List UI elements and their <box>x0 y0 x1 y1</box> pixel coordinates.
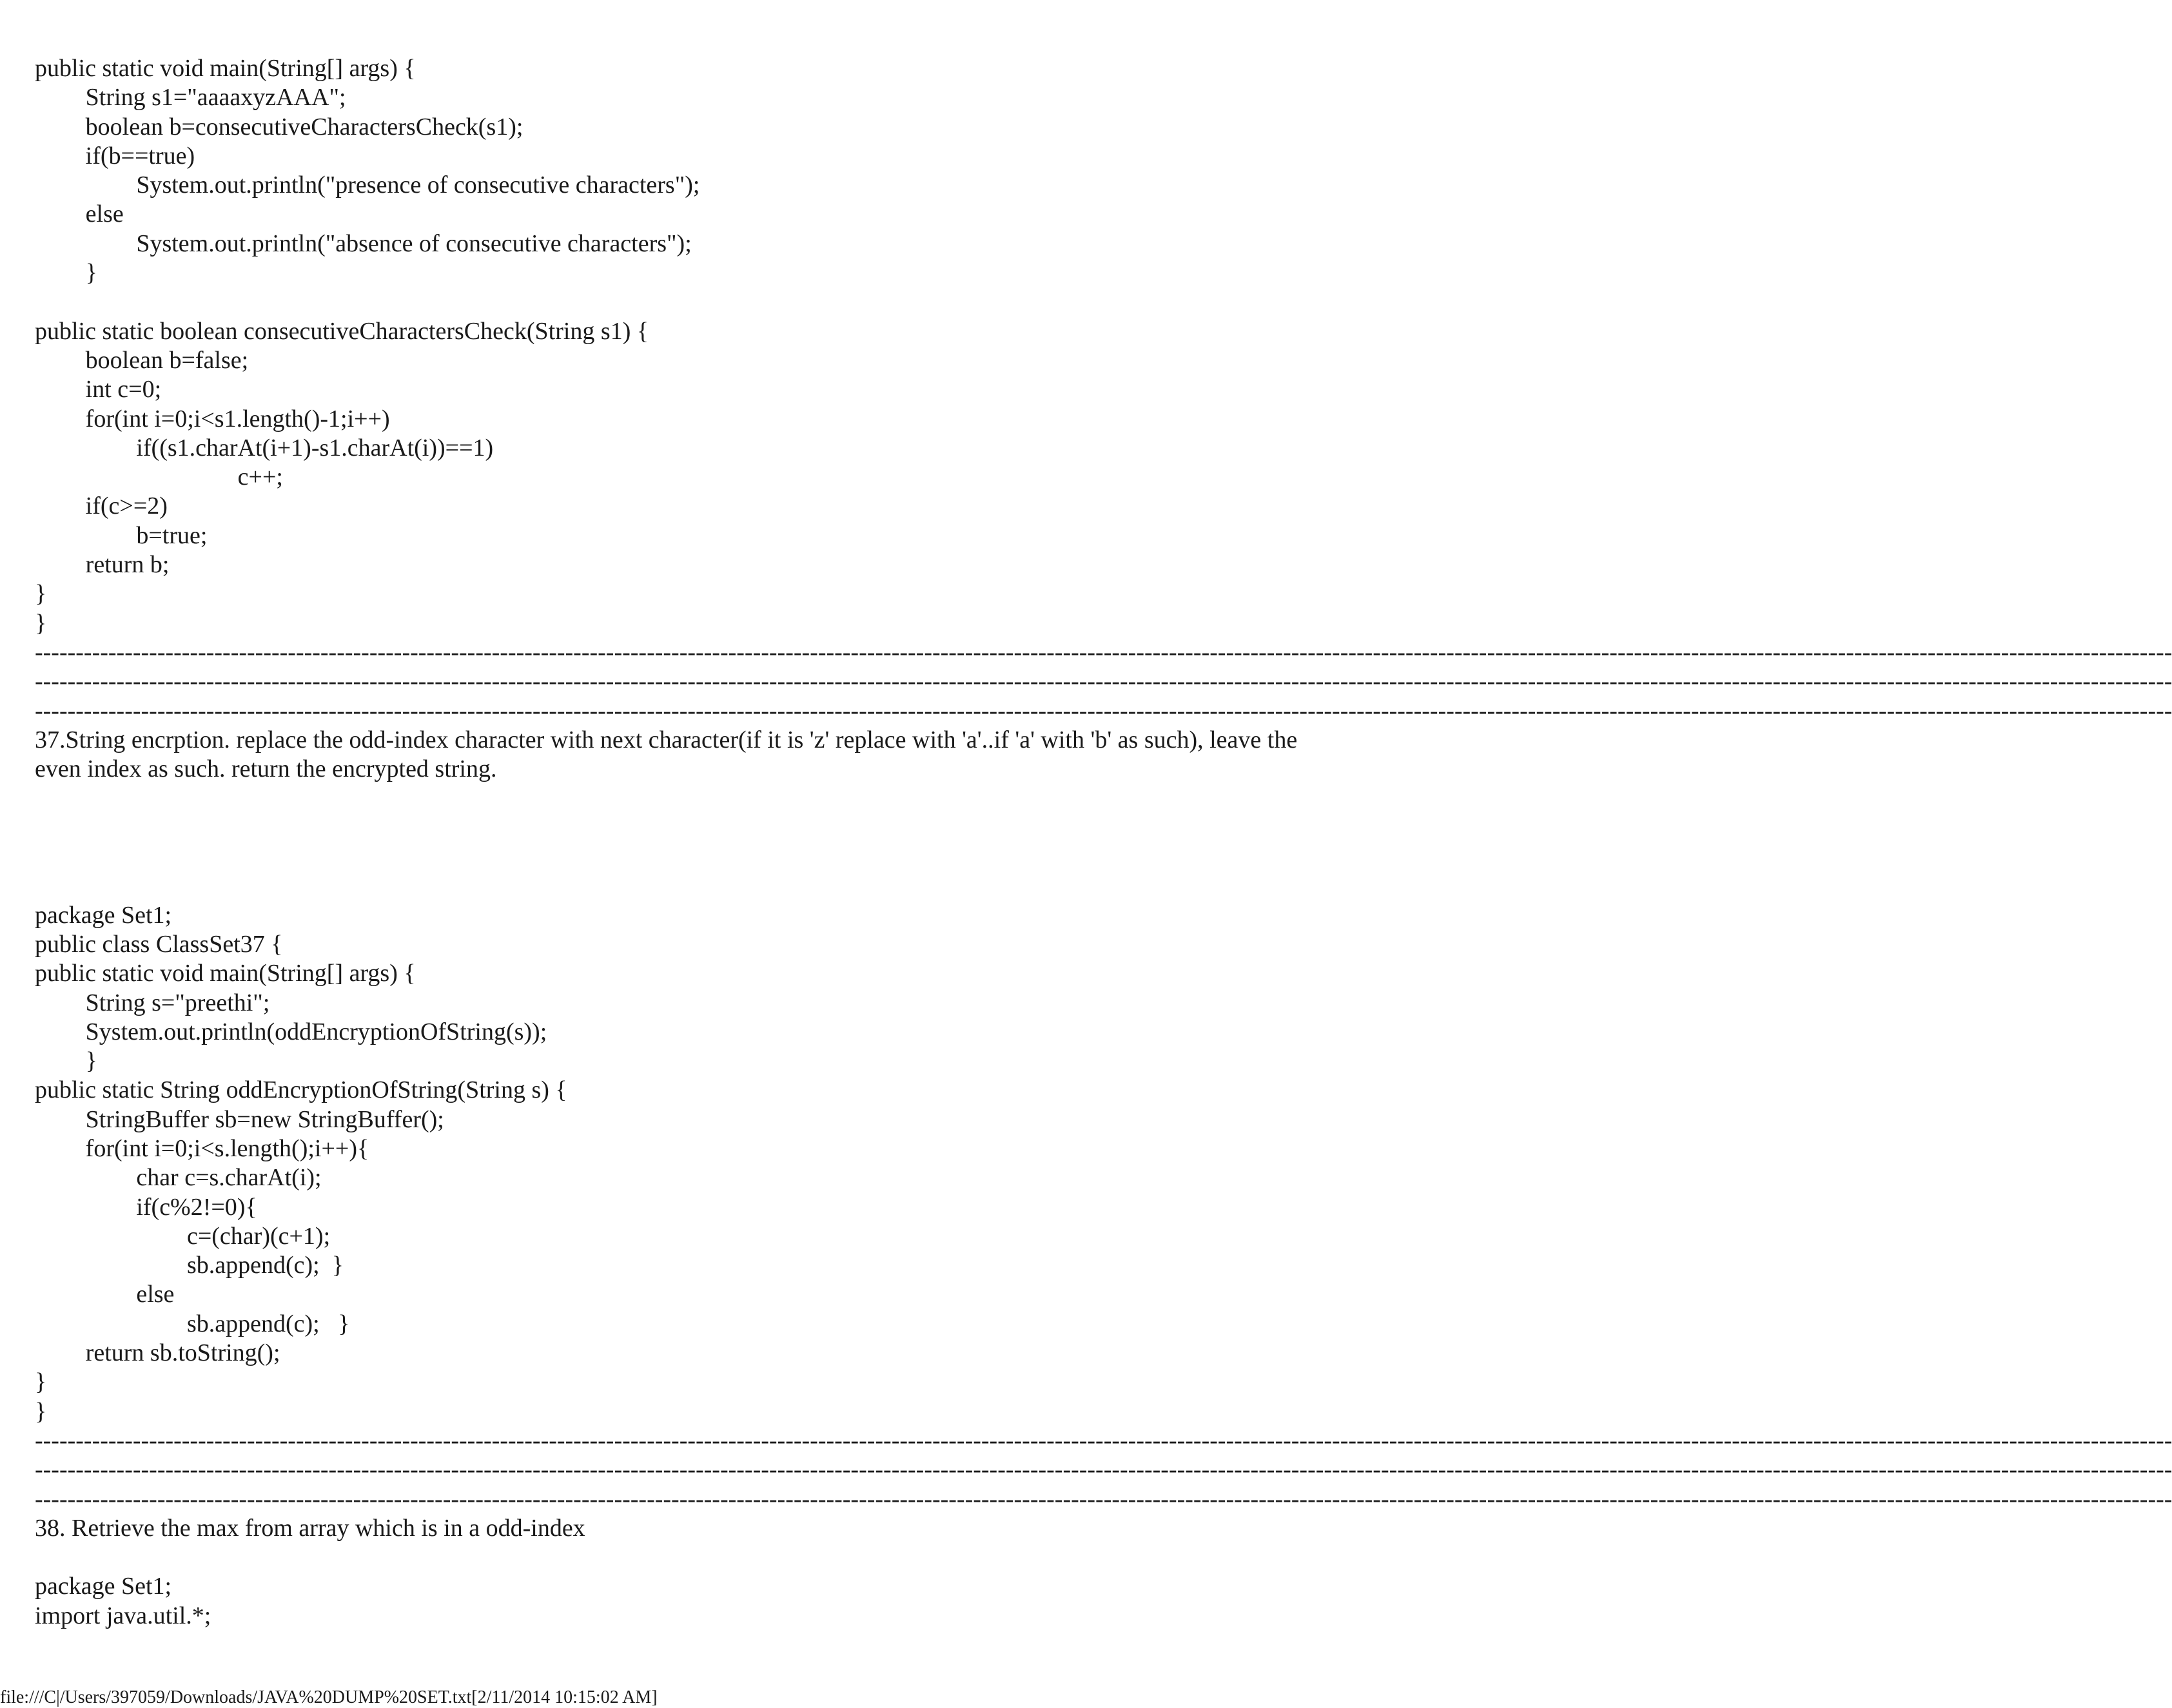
code-line: } <box>35 580 47 608</box>
code-line: if(c%2!=0){ <box>35 1193 257 1221</box>
code-line: } <box>35 1397 47 1425</box>
code-line: public class ClassSet37 { <box>35 930 283 958</box>
code-line: c=(char)(c+1); <box>35 1222 331 1250</box>
separator-line: ---------------------------------------------------------------------------------------------------------------------------------------------------------------------------------------------------------------------------------------------------------------------- <box>35 638 2172 666</box>
code-line: String s1="aaaaxyzAAA"; <box>35 84 346 112</box>
separator-line: ---------------------------------------------------------------------------------------------------------------------------------------------------------------------------------------------------------------------------------------------------------------------- <box>35 697 2172 724</box>
code-line: b=true; <box>35 521 208 549</box>
code-line: if(c>=2) <box>35 492 168 520</box>
code-line: boolean b=false; <box>35 346 249 374</box>
code-line: return b; <box>35 551 170 579</box>
code-block-class-set-37 <box>35 901 1298 1426</box>
code-line: package Set1; <box>35 901 172 929</box>
code-line <box>35 287 1298 316</box>
code-line: char c=s.charAt(i); <box>35 1164 322 1192</box>
code-line: public static boolean consecutiveCharactersCheck(String s1) { <box>35 317 649 345</box>
file-path-footer: file:///C|/Users/397059/Downloads/JAVA%20DUMP%20SET.txt[2/11/2014 10:15:02 AM] <box>0 1687 658 1707</box>
code-line: System.out.println("absence of consecutive characters"); <box>35 229 692 257</box>
code-line: sb.append(c); } <box>35 1310 350 1337</box>
code-block-set-38-start <box>35 1572 1298 1631</box>
separator-line: ---------------------------------------------------------------------------------------------------------------------------------------------------------------------------------------------------------------------------------------------------------------------- <box>35 1456 2172 1484</box>
separator-line: ---------------------------------------------------------------------------------------------------------------------------------------------------------------------------------------------------------------------------------------------------------------------- <box>35 668 2172 695</box>
code-line: if(b==true) <box>35 142 195 170</box>
code-line: for(int i=0;i<s1.length()-1;i++) <box>35 405 390 432</box>
document-body <box>35 54 2172 1631</box>
code-line: boolean b=consecutiveCharactersCheck(s1); <box>35 113 523 141</box>
code-line: } <box>35 1368 47 1396</box>
code-line: package Set1; <box>35 1573 172 1600</box>
question-38-text: 38. Retrieve the max from array which is in a odd-index <box>35 1514 585 1542</box>
code-line: c++; <box>35 463 283 491</box>
separator-line: ---------------------------------------------------------------------------------------------------------------------------------------------------------------------------------------------------------------------------------------------------------------------- <box>35 1485 2172 1513</box>
code-line: else <box>35 200 124 228</box>
code-line: return sb.toString(); <box>35 1339 280 1367</box>
code-line: System.out.println(oddEncryptionOfString(s)); <box>35 1018 547 1045</box>
code-block-consecutive-characters <box>35 54 1298 638</box>
question-37-text: 37.String encrption. replace the odd-index character with next character(if it is 'z' replace with 'a'..if 'a' with 'b' as such), leave the even index as such. return the encrypted string. <box>35 726 1298 783</box>
separator-line: ---------------------------------------------------------------------------------------------------------------------------------------------------------------------------------------------------------------------------------------------------------------------- <box>35 1426 2172 1454</box>
code-line: } <box>35 1047 97 1075</box>
code-line: } <box>35 259 97 287</box>
code-line: public static void main(String[] args) { <box>35 960 416 987</box>
code-line: } <box>35 609 47 637</box>
code-line: int c=0; <box>35 376 162 403</box>
code-line: import java.util.*; <box>35 1602 211 1629</box>
code-line: sb.append(c); } <box>35 1252 344 1279</box>
code-line: System.out.println("presence of consecutive characters"); <box>35 171 700 199</box>
code-line: String s="preethi"; <box>35 989 270 1016</box>
code-line: public static void main(String[] args) { <box>35 55 416 82</box>
code-line: public static String oddEncryptionOfString(String s) { <box>35 1076 567 1104</box>
code-line: StringBuffer sb=new StringBuffer(); <box>35 1105 444 1133</box>
code-line: for(int i=0;i<s.length();i++){ <box>35 1134 369 1162</box>
code-line: else <box>35 1281 175 1308</box>
code-line: if((s1.charAt(i+1)-s1.charAt(i))==1) <box>35 434 494 461</box>
